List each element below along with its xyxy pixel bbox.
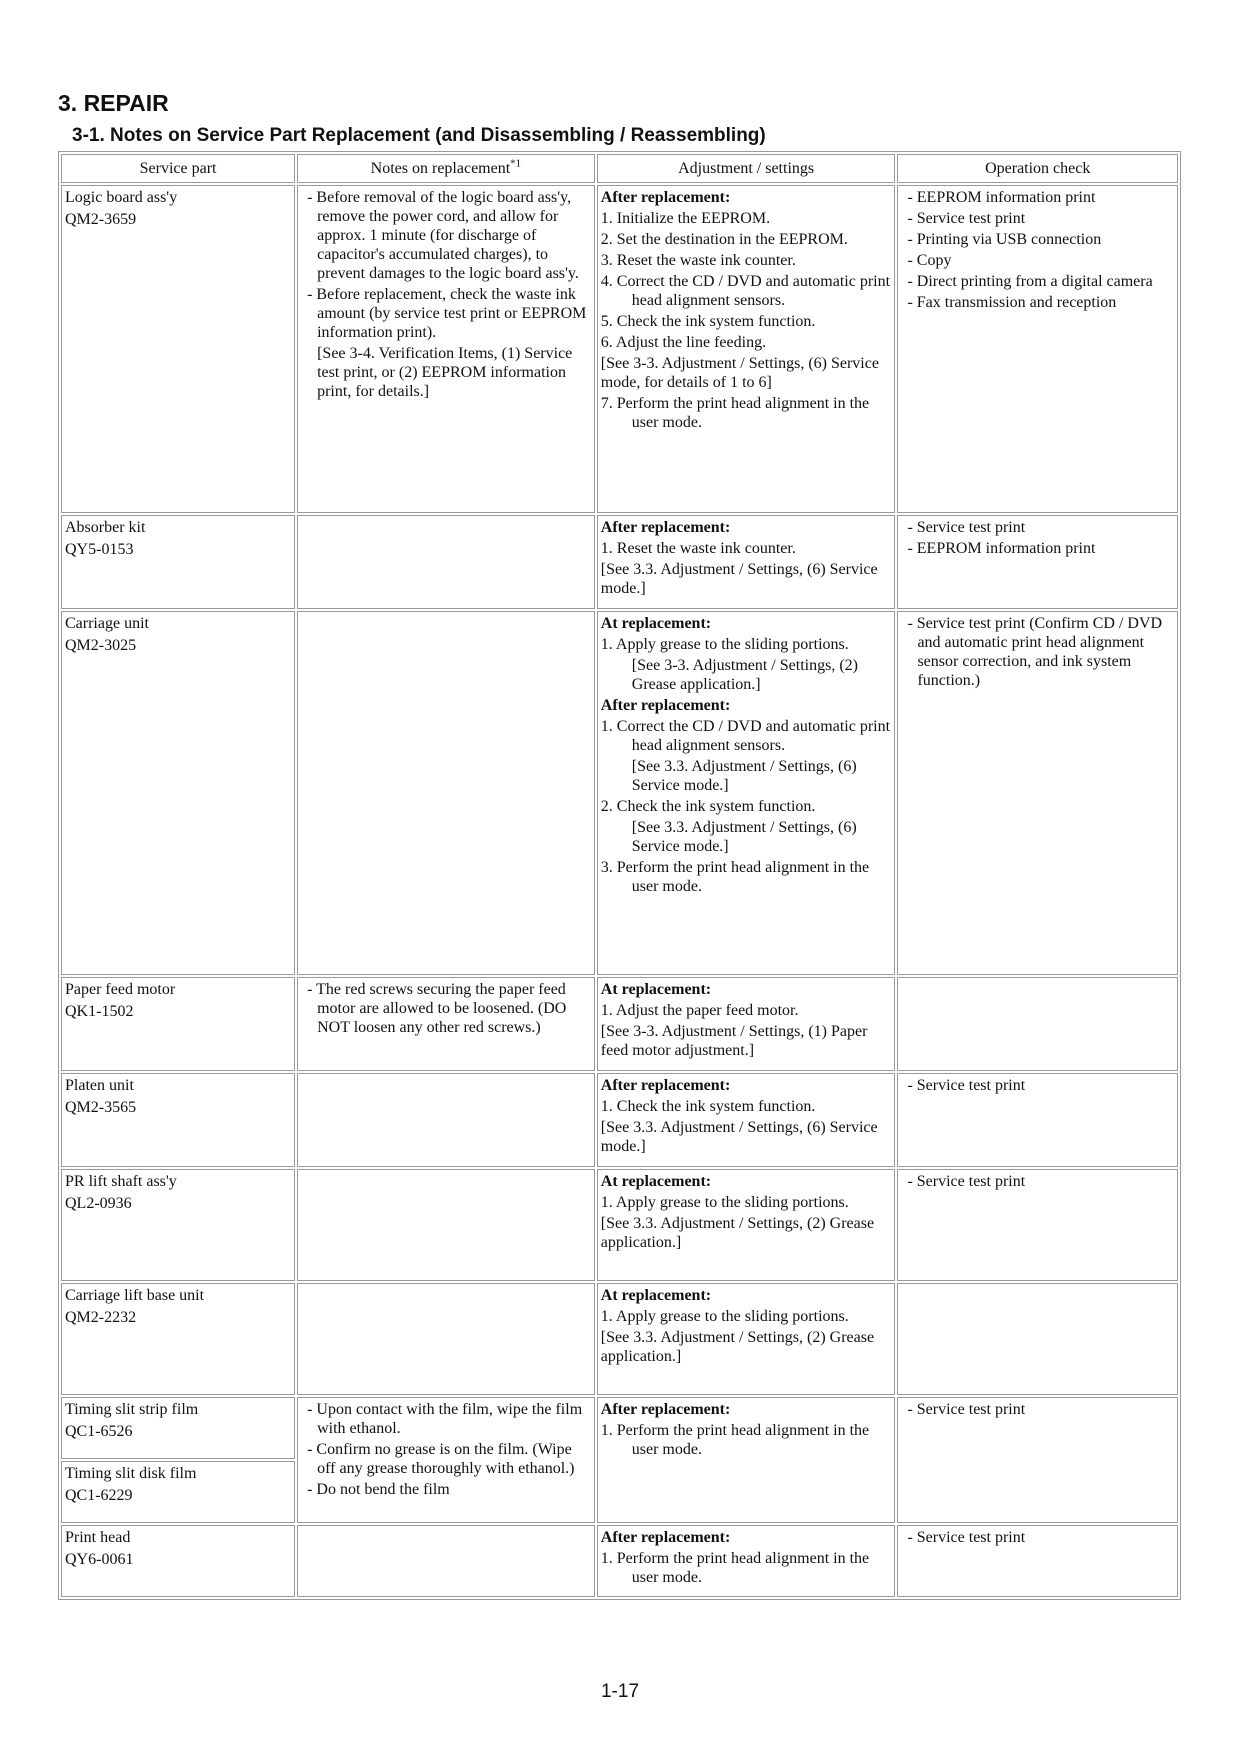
check-item: - EEPROM information print: [901, 539, 1174, 558]
adjustment-step: 1. Check the ink system function.: [600, 1098, 816, 1115]
check-item: - Direct printing from a digital camera: [901, 272, 1174, 291]
part-number: QY6-0061: [65, 1551, 134, 1568]
part-number: QM2-3025: [65, 637, 137, 654]
adjustment-label: At replacement:: [600, 1173, 712, 1190]
adjustment-cell: [597, 515, 896, 609]
part-number: QL2-0936: [65, 1195, 132, 1212]
part-name: Timing slit strip film: [65, 1401, 199, 1418]
notes-cell: [297, 515, 595, 609]
operation-check-cell: [897, 1283, 1178, 1395]
table-row: [61, 1169, 1178, 1281]
adjustment-step: 2. Set the destination in the EEPROM.: [600, 231, 848, 248]
part-name: Paper feed motor: [65, 981, 176, 998]
adjustment-step: 1. Apply grease to the sliding portions.: [600, 1308, 849, 1325]
section-heading: 3-1. Notes on Service Part Replacement (and Disassembling / Reassembling): [72, 125, 766, 146]
adjustment-label: At replacement:: [600, 1287, 712, 1304]
part-number: QY5-0153: [65, 541, 134, 558]
service-part-cell: [61, 185, 295, 513]
part-name: Print head: [65, 1529, 131, 1546]
note-reference: [See 3-4. Verification Items, (1) Service test print, or (2) EEPROM information print, for details.]: [317, 345, 573, 400]
adjustment-reference: [See 3.3. Adjustment / Settings, (6) Service mode.]: [600, 1119, 878, 1155]
adjustment-step: 7. Perform the print head alignment in the user mode.: [600, 395, 870, 431]
operation-check-cell: [897, 1525, 1178, 1597]
adjustment-reference: [See 3.3. Adjustment / Settings, (6) Service mode.]: [631, 758, 857, 794]
service-part-cell: [61, 611, 295, 975]
service-part-cell: [61, 1397, 295, 1459]
operation-check-cell: [897, 185, 1178, 513]
adjustment-label: After replacement:: [600, 697, 731, 714]
adjustment-cell: [597, 1283, 896, 1395]
operation-check-cell: [897, 611, 1178, 975]
part-name: Absorber kit: [65, 519, 146, 536]
check-item: - Service test print: [901, 1528, 1174, 1547]
check-item: - Service test print: [901, 1400, 1174, 1419]
check-item: - Printing via USB connection: [901, 230, 1174, 249]
table-row: [61, 977, 1178, 1071]
table-row: [61, 1525, 1178, 1597]
part-number: QM2-3565: [65, 1099, 137, 1116]
adjustment-label: At replacement:: [600, 615, 712, 632]
notes-cell: [297, 977, 595, 1071]
adjustment-step: 2. Check the ink system function.: [600, 798, 816, 815]
check-item: - Fax transmission and reception: [901, 293, 1174, 312]
note-item: - Before removal of the logic board ass'y, remove the power cord, and allow for approx. 1 minute (for discharge of capacitor's accumulated charges), to prevent damages to the logic board ass'y.: [301, 188, 591, 283]
adjustment-step: 1. Perform the print head alignment in the user mode.: [600, 1422, 870, 1458]
column-header-operation-check: Operation check: [897, 154, 1178, 183]
table-row: [61, 515, 1178, 609]
adjustment-label: After replacement:: [600, 1529, 731, 1546]
adjustment-cell: [597, 185, 896, 513]
adjustment-step: 4. Correct the CD / DVD and automatic print head alignment sensors.: [600, 273, 891, 309]
part-number: QM2-2232: [65, 1309, 137, 1326]
footnote-marker: *1: [510, 157, 522, 170]
table-row: [61, 1073, 1178, 1167]
note-item: - Confirm no grease is on the film. (Wipe off any grease thoroughly with ethanol.): [301, 1440, 591, 1478]
part-name: PR lift shaft ass'y: [65, 1173, 177, 1190]
check-item: - Service test print: [901, 1076, 1174, 1095]
adjustment-reference: [See 3.3. Adjustment / Settings, (2) Grease application.]: [600, 1215, 875, 1251]
part-number: QK1-1502: [65, 1003, 134, 1020]
check-item: - Copy: [901, 251, 1174, 270]
part-name: Carriage lift base unit: [65, 1287, 205, 1304]
column-header-notes: Notes on replacement$^{*1}$: [297, 154, 595, 183]
adjustment-step: 1. Reset the waste ink counter.: [600, 540, 796, 557]
table-row: [61, 611, 1178, 975]
adjustment-cell: [597, 1073, 896, 1167]
service-part-cell: [61, 977, 295, 1071]
table-row: [61, 185, 1178, 513]
check-item: - EEPROM information print: [901, 188, 1174, 207]
service-part-cell: [61, 1283, 295, 1395]
adjustment-step: 1. Correct the CD / DVD and automatic print head alignment sensors.: [600, 718, 891, 754]
part-name: Timing slit disk film: [65, 1465, 197, 1482]
part-number: QC1-6229: [65, 1487, 133, 1504]
notes-cell: [297, 1525, 595, 1597]
service-parts-table: [58, 151, 1181, 1600]
table-row: [61, 1283, 1178, 1395]
notes-cell: [297, 1169, 595, 1281]
adjustment-step: 1. Initialize the EEPROM.: [600, 210, 771, 227]
adjustment-cell: [597, 977, 896, 1071]
operation-check-cell: [897, 977, 1178, 1071]
adjustment-step: 6. Adjust the line feeding.: [600, 334, 767, 351]
adjustment-reference: [See 3.3. Adjustment / Settings, (6) Service mode.]: [600, 561, 878, 597]
adjustment-label: After replacement:: [600, 189, 731, 206]
check-item: - Service test print: [901, 1172, 1174, 1191]
adjustment-step: 1. Perform the print head alignment in the user mode.: [600, 1550, 870, 1586]
notes-cell: [297, 1397, 595, 1523]
page-heading: 3. REPAIR: [58, 90, 169, 116]
service-part-cell: [61, 515, 295, 609]
adjustment-reference: [See 3-3. Adjustment / Settings, (1) Paper feed motor adjustment.]: [600, 1023, 868, 1059]
adjustment-cell: [597, 1169, 896, 1281]
notes-cell: [297, 1073, 595, 1167]
check-item: - Service test print: [901, 209, 1174, 228]
column-header-service-part: Service part: [61, 154, 295, 183]
part-number: QC1-6526: [65, 1423, 133, 1440]
note-item: - Do not bend the film: [301, 1480, 591, 1499]
check-item: - Service test print (Confirm CD / DVD and automatic print head alignment sensor correction, and ink system function.): [901, 614, 1174, 690]
part-name: Logic board ass'y: [65, 189, 178, 206]
adjustment-step: 1. Apply grease to the sliding portions.: [600, 1194, 849, 1211]
operation-check-cell: [897, 1397, 1178, 1523]
adjustment-step: 3. Reset the waste ink counter.: [600, 252, 796, 269]
service-part-cell: [61, 1169, 295, 1281]
part-name: Carriage unit: [65, 615, 149, 632]
operation-check-cell: [897, 1169, 1178, 1281]
service-part-cell: [61, 1073, 295, 1167]
note-item: - Upon contact with the film, wipe the film with ethanol.: [301, 1400, 591, 1438]
adjustment-reference: [See 3.3. Adjustment / Settings, (2) Grease application.]: [600, 1329, 875, 1365]
adjustment-label: After replacement:: [600, 519, 731, 536]
column-header-adjustment: Adjustment / settings: [597, 154, 896, 183]
notes-cell: [297, 185, 595, 513]
service-part-cell: [61, 1461, 295, 1523]
adjustment-reference: [See 3-3. Adjustment / Settings, (6) Service mode, for details of 1 to 6]: [600, 355, 879, 391]
notes-cell: [297, 1283, 595, 1395]
part-name: Platen unit: [65, 1077, 134, 1094]
page-number: 1-17: [600, 1681, 640, 1702]
adjustment-step: 3. Perform the print head alignment in the user mode.: [600, 859, 870, 895]
adjustment-step: 1. Adjust the paper feed motor.: [600, 1002, 799, 1019]
check-item: - Service test print: [901, 518, 1174, 537]
adjustment-cell: [597, 1397, 896, 1523]
adjustment-label: At replacement:: [600, 981, 712, 998]
adjustment-cell: [597, 1525, 896, 1597]
adjustment-reference: [See 3-3. Adjustment / Settings, (2) Grease application.]: [631, 657, 858, 693]
adjustment-reference: [See 3.3. Adjustment / Settings, (6) Service mode.]: [631, 819, 857, 855]
table-header-row: [61, 154, 1178, 183]
notes-cell: [297, 611, 595, 975]
adjustment-step: 5. Check the ink system function.: [600, 313, 816, 330]
operation-check-cell: [897, 1073, 1178, 1167]
note-item: - The red screws securing the paper feed motor are allowed to be loosened. (DO NOT loosen any other red screws.): [301, 980, 591, 1037]
adjustment-cell: [597, 611, 896, 975]
adjustment-label: After replacement:: [600, 1077, 731, 1094]
service-part-cell: [61, 1525, 295, 1597]
note-item: - Before replacement, check the waste ink amount (by service test print or EEPROM information print).: [301, 285, 591, 342]
adjustment-label: After replacement:: [600, 1401, 731, 1418]
part-number: QM2-3659: [65, 211, 137, 228]
operation-check-cell: [897, 515, 1178, 609]
table-row: [61, 1397, 1178, 1459]
adjustment-step: 1. Apply grease to the sliding portions.: [600, 636, 849, 653]
